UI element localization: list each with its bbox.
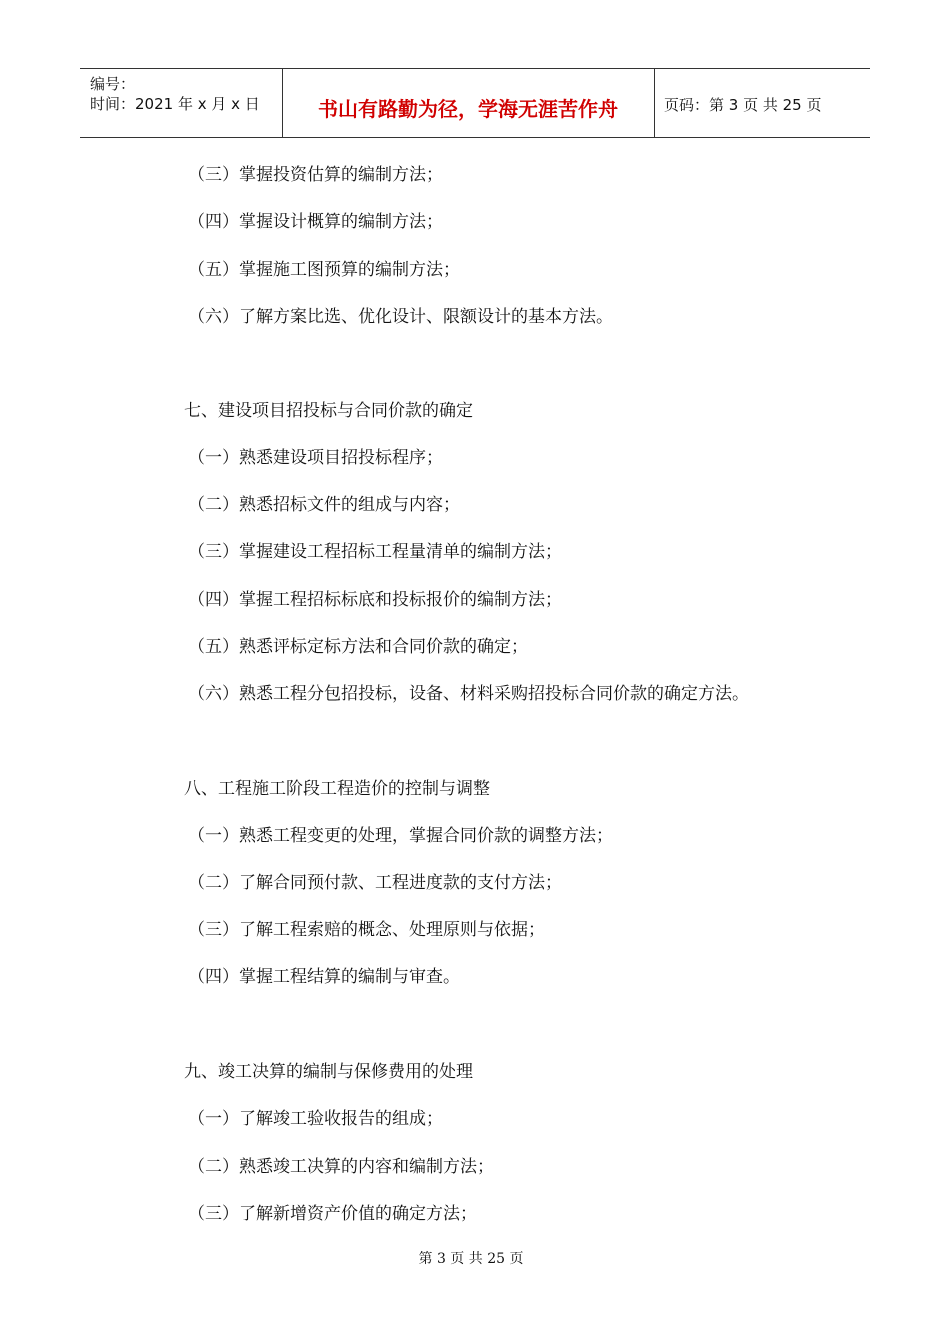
list-item: （四）掌握设计概算的编制方法； (188, 212, 443, 232)
header-slogan-cell (282, 69, 655, 137)
header-info-cell (80, 69, 283, 137)
time-label: 时间：2021 年 x 月 x 日 (90, 95, 260, 113)
list-item: （三）掌握投资估算的编制方法； (188, 165, 443, 185)
list-item: （三）了解工程索赔的概念、处理原则与依据； (188, 920, 545, 940)
page-footer (0, 1248, 950, 1268)
list-item: （二）了解合同预付款、工程进度款的支付方法； (188, 873, 562, 893)
list-item: （六）了解方案比选、优化设计、限额设计的基本方法。 (188, 307, 613, 327)
list-item: （二）熟悉招标文件的组成与内容； (188, 495, 460, 515)
section-heading: 七、建设项目招投标与合同价款的确定 (184, 401, 473, 421)
list-item: （六）熟悉工程分包招投标，设备、材料采购招投标合同价款的确定方法。 (188, 684, 749, 704)
header-page-cell (654, 69, 870, 137)
list-item: （三）了解新增资产价值的确定方法； (188, 1204, 477, 1224)
footer-page-number: 第 3 页 共 25 页 (418, 1251, 524, 1267)
page-label: 页码：第 3 页 共 25 页 (664, 96, 822, 114)
section-heading: 九、竣工决算的编制与保修费用的处理 (184, 1062, 473, 1082)
list-item: （三）掌握建设工程招标工程量清单的编制方法； (188, 542, 562, 562)
section-heading: 八、工程施工阶段工程造价的控制与调整 (184, 779, 490, 799)
list-item: （一）了解竣工验收报告的组成； (188, 1109, 443, 1129)
slogan: 书山有路勤为径，学海无涯苦作舟 (318, 97, 618, 121)
number-label: 编号： (90, 75, 136, 93)
list-item: （五）熟悉评标定标方法和合同价款的确定； (188, 637, 528, 657)
list-item: （一）熟悉建设项目招投标程序； (188, 448, 443, 468)
list-item: （四）掌握工程招标标底和投标报价的编制方法； (188, 590, 562, 610)
list-item: （五）掌握施工图预算的编制方法； (188, 260, 460, 280)
page-header (80, 68, 870, 138)
list-item: （一）熟悉工程变更的处理，掌握合同价款的调整方法； (188, 826, 613, 846)
list-item: （四）掌握工程结算的编制与审查。 (188, 967, 460, 987)
list-item: （二）熟悉竣工决算的内容和编制方法； (188, 1157, 494, 1177)
